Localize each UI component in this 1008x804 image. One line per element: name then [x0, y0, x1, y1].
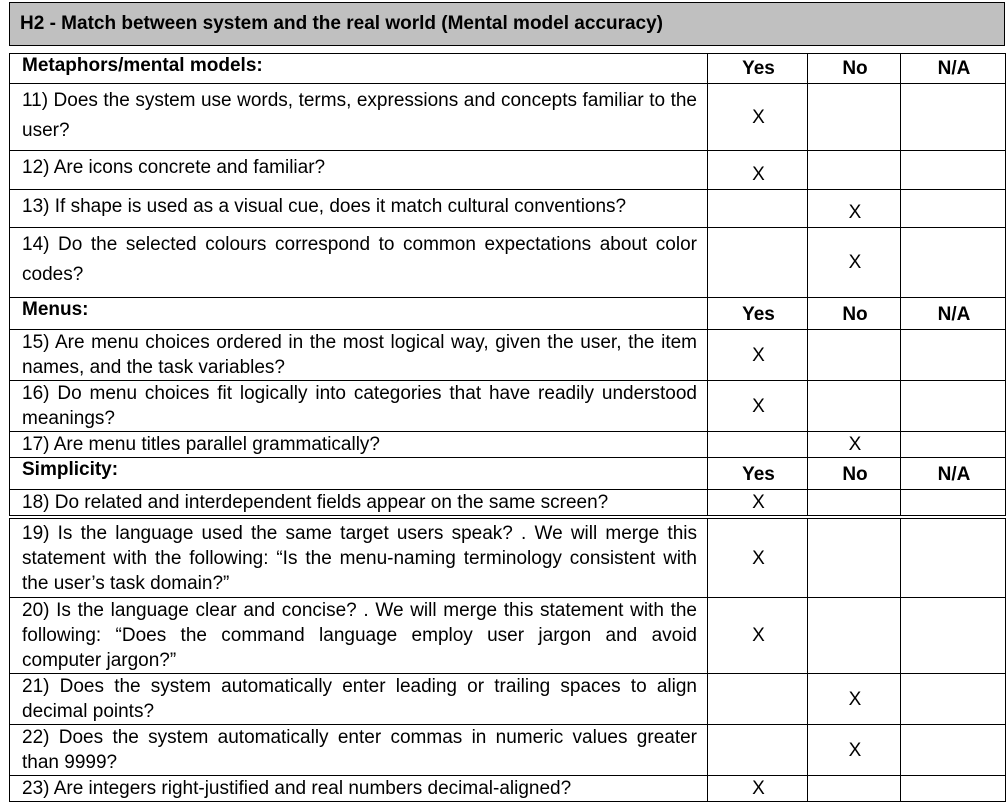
- question-text: 12) Are icons concrete and familiar?: [10, 151, 708, 190]
- section-header-simplicity: [10, 458, 1006, 490]
- answer-no: X: [808, 725, 901, 776]
- answer-na: [901, 432, 1006, 458]
- answer-no: [808, 776, 901, 802]
- question-text: 20) Is the language clear and concise? . We will merge this statement with the following: “Does the command language employ user jargon and avoid computer jargon?”: [10, 598, 708, 674]
- section-heading: Menus:: [10, 298, 708, 330]
- answer-no: [808, 151, 901, 190]
- column-na: N/A: [901, 54, 1006, 84]
- answer-no: X: [808, 432, 901, 458]
- answer-no: X: [808, 674, 901, 725]
- column-yes: Yes: [708, 54, 808, 84]
- question-text: 11) Does the system use words, terms, expressions and concepts familiar to the user?: [10, 84, 708, 151]
- answer-yes: [708, 228, 808, 298]
- answer-no: [808, 84, 901, 151]
- table-row: [10, 228, 1006, 298]
- table-row: [10, 519, 1006, 598]
- answer-yes: X: [708, 381, 808, 432]
- answer-no: [808, 519, 901, 598]
- table-row: [10, 84, 1006, 151]
- section-heading: Simplicity:: [10, 458, 708, 490]
- answer-yes: [708, 725, 808, 776]
- answer-na: [901, 84, 1006, 151]
- answer-yes: X: [708, 519, 808, 598]
- table-row: [10, 598, 1006, 674]
- answer-no: [808, 330, 901, 381]
- answer-yes: X: [708, 490, 808, 516]
- table-row: [10, 330, 1006, 381]
- answer-yes: X: [708, 151, 808, 190]
- table-row: [10, 674, 1006, 725]
- answer-yes: X: [708, 776, 808, 802]
- column-yes: Yes: [708, 298, 808, 330]
- answer-na: [901, 725, 1006, 776]
- table-row: [10, 432, 1006, 458]
- answer-yes: X: [708, 330, 808, 381]
- question-text: 13) If shape is used as a visual cue, does it match cultural conventions?: [10, 190, 708, 228]
- answer-no: X: [808, 228, 901, 298]
- answer-na: [901, 381, 1006, 432]
- answer-yes: X: [708, 598, 808, 674]
- answer-na: [901, 151, 1006, 190]
- answer-yes: [708, 432, 808, 458]
- question-text: 22) Does the system automatically enter commas in numeric values greater than 9999?: [10, 725, 708, 776]
- heuristic-table-upper: [9, 53, 1006, 516]
- column-no: No: [808, 54, 901, 84]
- section-header-menus: [10, 298, 1006, 330]
- table-row: [10, 151, 1006, 190]
- column-no: No: [808, 298, 901, 330]
- question-text: 18) Do related and interdependent fields appear on the same screen?: [10, 490, 708, 516]
- section-header-metaphors: [10, 54, 1006, 84]
- section-heading: Metaphors/mental models:: [10, 54, 708, 84]
- table-row: [10, 190, 1006, 228]
- answer-na: [901, 776, 1006, 802]
- answer-yes: [708, 190, 808, 228]
- answer-na: [901, 228, 1006, 298]
- column-yes: Yes: [708, 458, 808, 490]
- answer-no: [808, 490, 901, 516]
- answer-no: [808, 598, 901, 674]
- answer-na: [901, 490, 1006, 516]
- question-text: 16) Do menu choices fit logically into categories that have readily understood meanings?: [10, 381, 708, 432]
- table-row: [10, 776, 1006, 802]
- answer-yes: X: [708, 84, 808, 151]
- question-text: 23) Are integers right-justified and real numbers decimal-aligned?: [10, 776, 708, 802]
- table-row: [10, 490, 1006, 516]
- answer-na: [901, 330, 1006, 381]
- table-row: [10, 381, 1006, 432]
- answer-na: [901, 674, 1006, 725]
- table-row: [10, 725, 1006, 776]
- heuristic-table-lower: [9, 518, 1006, 802]
- answer-yes: [708, 674, 808, 725]
- column-no: No: [808, 458, 901, 490]
- answer-na: [901, 190, 1006, 228]
- column-na: N/A: [901, 298, 1006, 330]
- answer-no: X: [808, 190, 901, 228]
- answer-na: [901, 519, 1006, 598]
- question-text: 19) Is the language used the same target users speak? . We will merge this statement with the following: “Is the menu-naming terminology consistent with the user’s task domain?”: [10, 519, 708, 598]
- question-text: 17) Are menu titles parallel grammatically?: [10, 432, 708, 458]
- table-title: H2 - Match between system and the real world (Mental model accuracy): [9, 2, 1005, 46]
- question-text: 14) Do the selected colours correspond to common expectations about color codes?: [10, 228, 708, 298]
- answer-no: [808, 381, 901, 432]
- column-na: N/A: [901, 458, 1006, 490]
- answer-na: [901, 598, 1006, 674]
- question-text: 15) Are menu choices ordered in the most logical way, given the user, the item names, and the task variables?: [10, 330, 708, 381]
- question-text: 21) Does the system automatically enter leading or trailing spaces to align decimal points?: [10, 674, 708, 725]
